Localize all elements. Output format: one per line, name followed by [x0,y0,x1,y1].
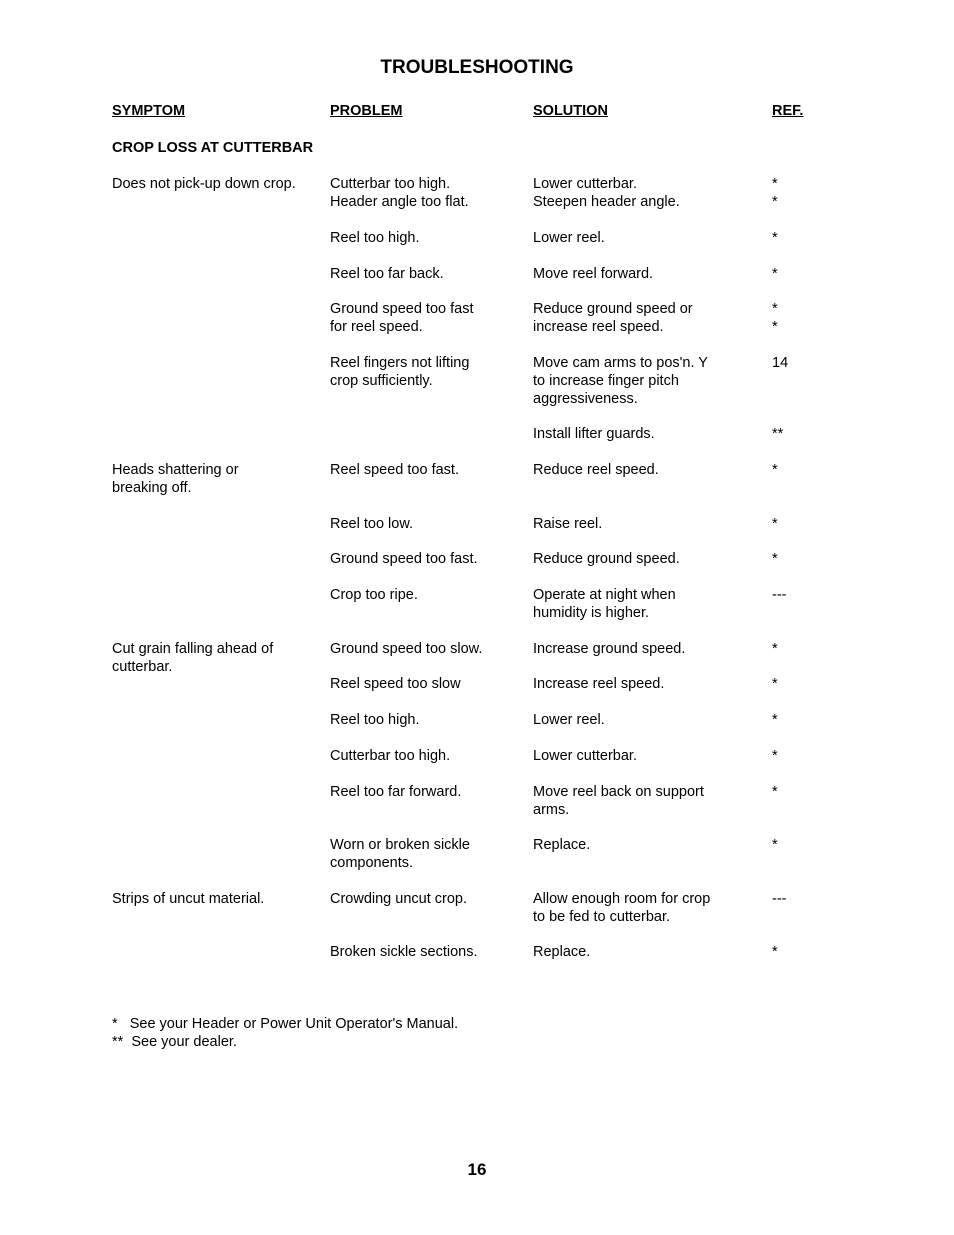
problem-cell: Crowding uncut crop. [330,891,468,907]
footnote-manual: * See your Header or Power Unit Operator's Manual. [112,1016,459,1032]
solution-cell: Raise reel. [533,516,603,532]
ref-cell: --- [772,891,787,907]
solution-cell: Increase reel speed. [533,676,665,692]
problem-cell: Reel too low. [330,516,414,532]
problem-cell: Cutterbar too high. [330,748,451,764]
header-ref: REF. [772,103,804,119]
ref-cell: --- [772,587,787,603]
solution-cell: Lower cutterbar. Steepen header angle. [533,176,680,210]
ref-cell: * [772,230,778,246]
solution-cell: Lower cutterbar. [533,748,637,764]
symptom-cell: Cut grain falling ahead of cutterbar. [112,641,274,675]
solution-cell: Move cam arms to pos'n. Y to increase finger pitch aggressiveness. [533,355,708,407]
symptom-cell: Does not pick-up down crop. [112,176,296,192]
solution-cell: Lower reel. [533,230,605,246]
problem-cell: Reel speed too slow [330,676,461,692]
ref-cell: * [772,837,778,853]
problem-cell: Broken sickle sections. [330,944,478,960]
ref-cell: * [772,462,778,478]
solution-cell: Replace. [533,944,591,960]
ref-cell: * [772,944,778,960]
solution-cell: Install lifter guards. [533,426,655,442]
ref-cell: * * [772,176,778,210]
ref-cell: * [772,266,778,282]
solution-cell: Reduce reel speed. [533,462,659,478]
problem-cell: Cutterbar too high. Header angle too flat. [330,176,469,210]
problem-cell: Reel too far back. [330,266,444,282]
ref-cell: * [772,712,778,728]
ref-cell: * [772,748,778,764]
solution-cell: Reduce ground speed or increase reel speed. [533,301,693,335]
page-number: 16 [467,1160,487,1179]
problem-cell: Reel fingers not lifting crop sufficiently. [330,355,470,389]
problem-cell: Ground speed too slow. [330,641,483,657]
ref-cell: * [772,784,778,800]
page-title: TROUBLESHOOTING [380,57,574,78]
problem-cell: Reel too far forward. [330,784,462,800]
problem-cell: Ground speed too fast for reel speed. [330,301,474,335]
header-solution: SOLUTION [533,103,608,119]
problem-cell: Reel too high. [330,712,420,728]
solution-cell: Increase ground speed. [533,641,686,657]
solution-cell: Move reel back on support arms. [533,784,704,818]
ref-cell: * [772,676,778,692]
problem-cell: Reel speed too fast. [330,462,459,478]
ref-cell: ** [772,426,784,442]
ref-cell: * [772,516,778,532]
symptom-cell: Heads shattering or breaking off. [112,462,239,496]
solution-cell: Replace. [533,837,591,853]
solution-cell: Allow enough room for crop to be fed to cutterbar. [533,891,711,925]
problem-cell: Ground speed too fast. [330,551,478,567]
ref-cell: * [772,641,778,657]
ref-cell: * * [772,301,778,335]
header-symptom: SYMPTOM [112,103,186,119]
problem-cell: Reel too high. [330,230,420,246]
solution-cell: Lower reel. [533,712,605,728]
solution-cell: Reduce ground speed. [533,551,680,567]
footnote-dealer: ** See your dealer. [112,1034,237,1050]
ref-cell: * [772,551,778,567]
solution-cell: Operate at night when humidity is higher. [533,587,676,621]
section-heading: CROP LOSS AT CUTTERBAR [112,140,314,156]
solution-cell: Move reel forward. [533,266,654,282]
problem-cell: Crop too ripe. [330,587,418,603]
symptom-cell: Strips of uncut material. [112,891,265,907]
problem-cell: Worn or broken sickle components. [330,837,470,871]
ref-cell: 14 [772,355,789,371]
header-problem: PROBLEM [330,103,403,119]
